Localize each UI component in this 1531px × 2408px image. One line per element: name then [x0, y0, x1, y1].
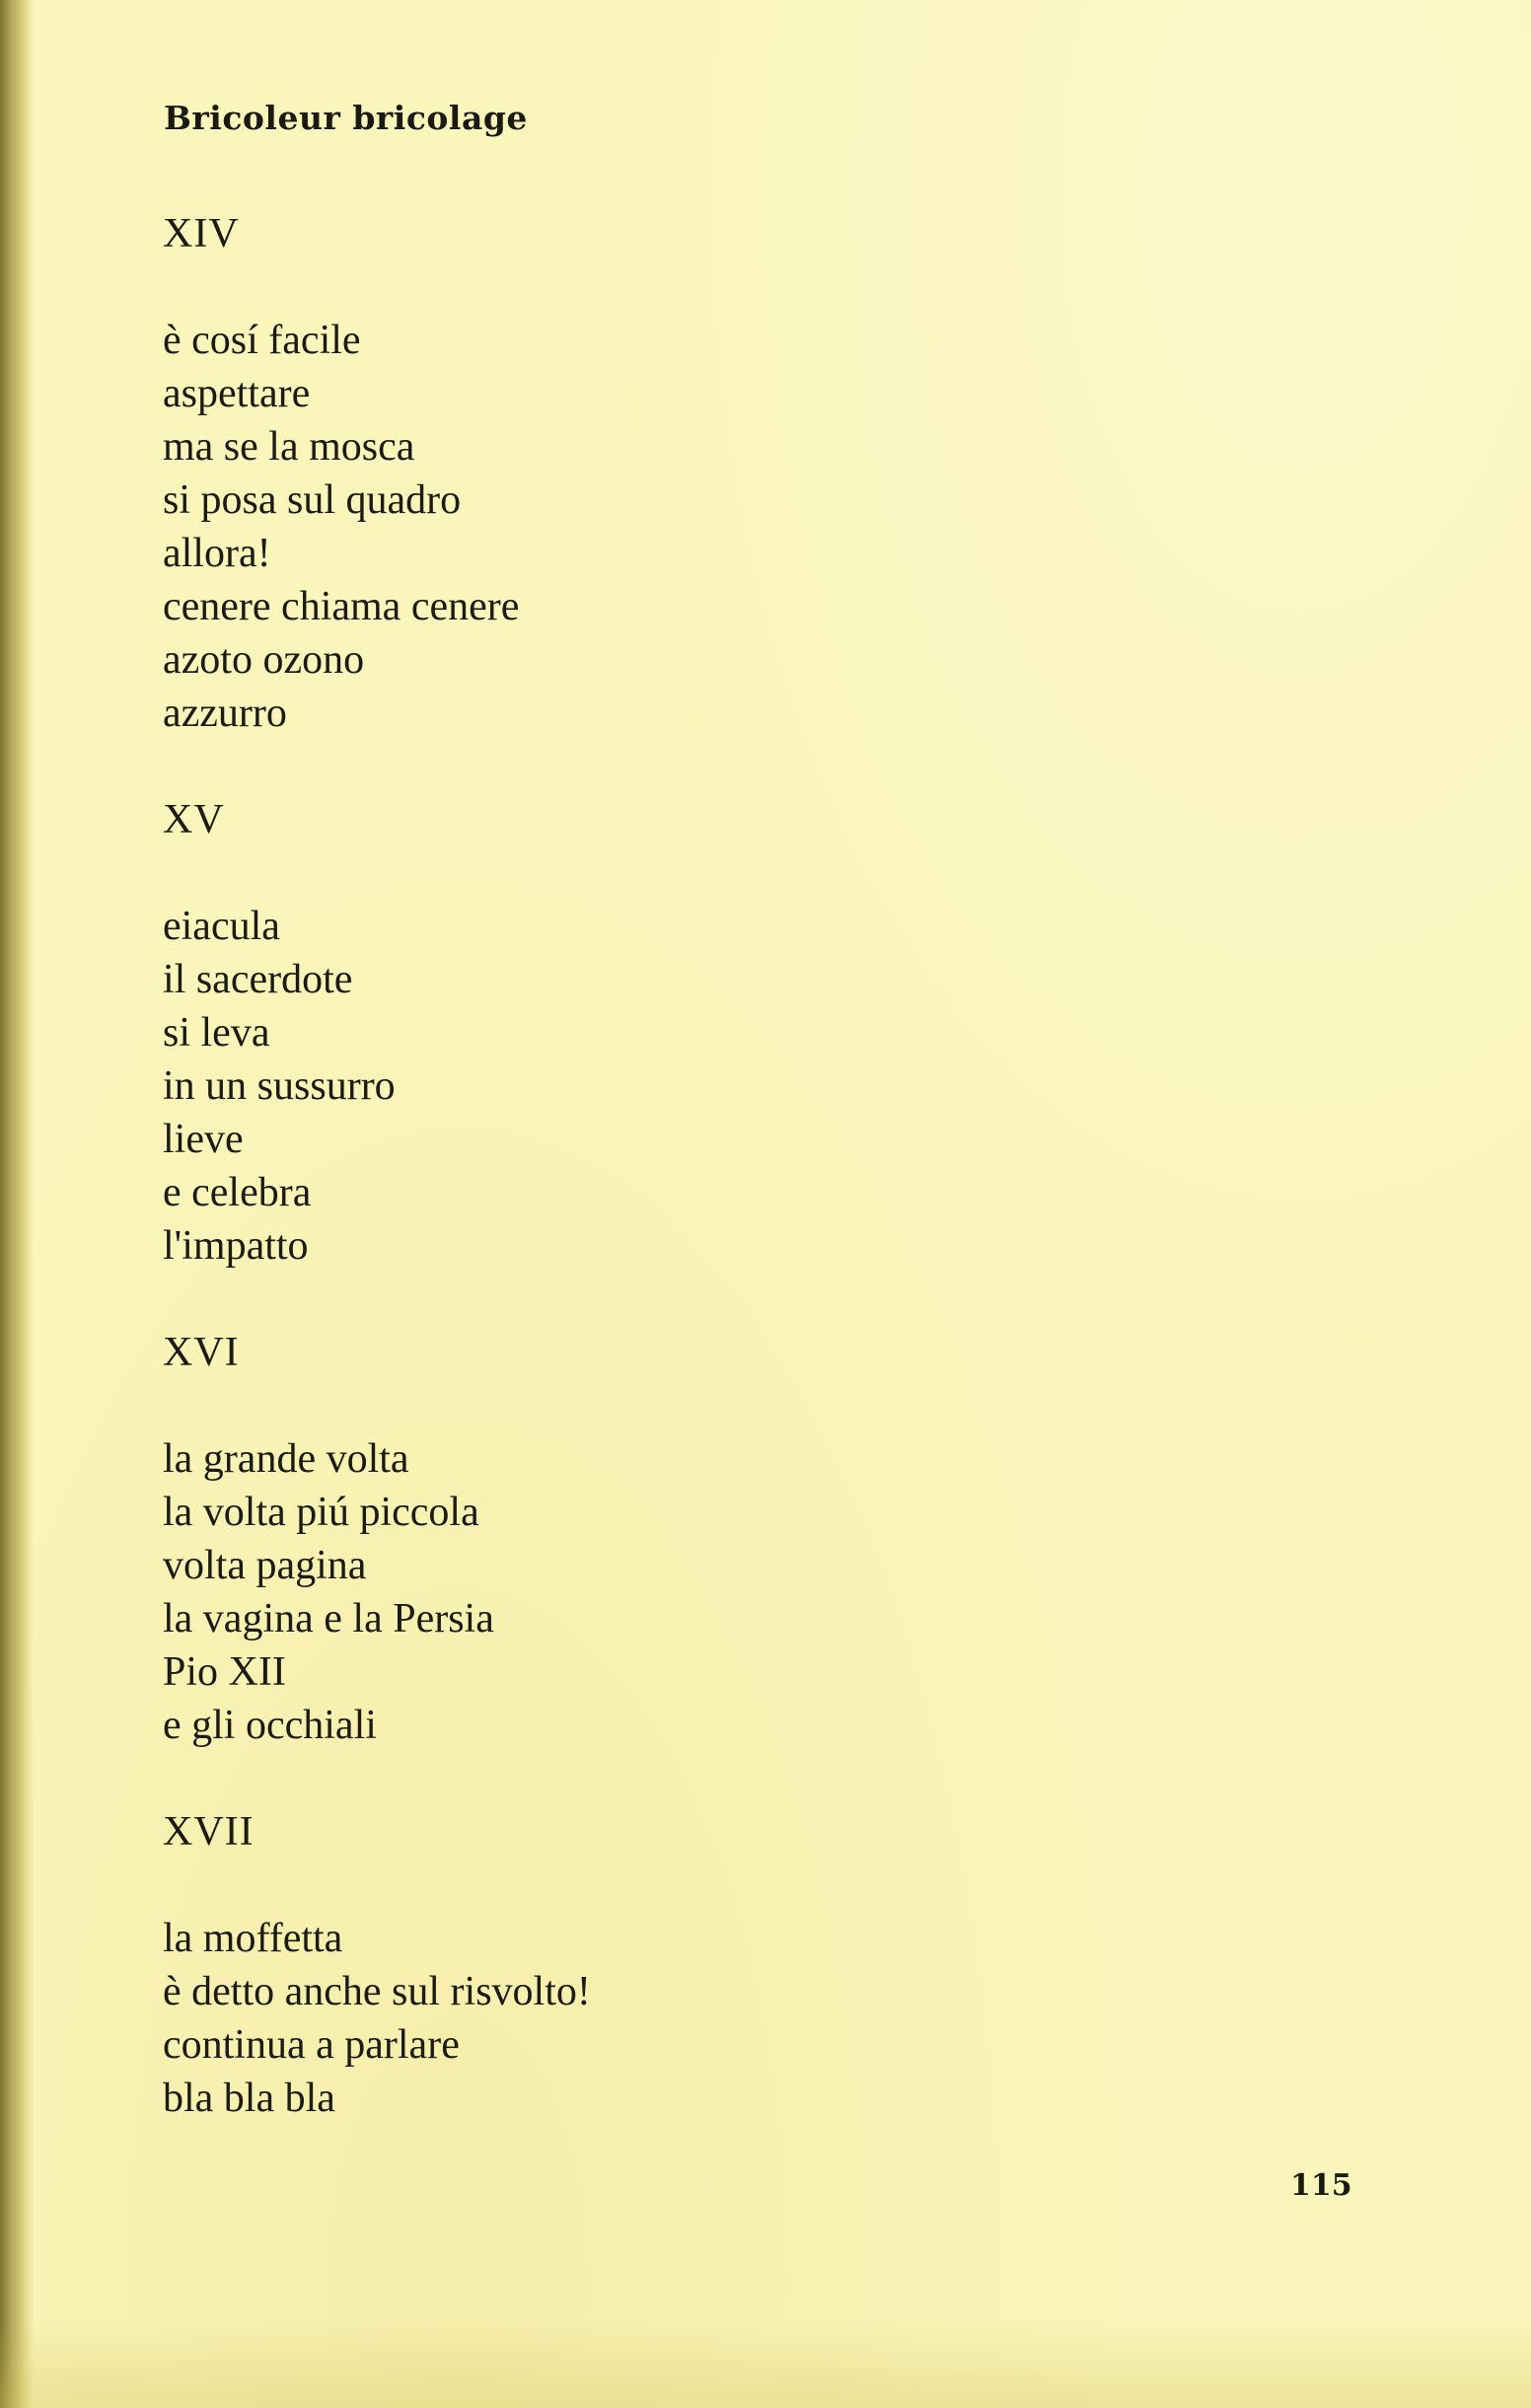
- poem-line: azoto ozono: [163, 637, 365, 683]
- poem-line: la moffetta: [163, 1916, 343, 1961]
- poem-section-xvi: [163, 1326, 1248, 1752]
- poem-line: cenere chiama cenere: [163, 584, 520, 629]
- running-header: Bricoleur bricolage: [164, 99, 528, 137]
- poem-line: allora!: [163, 531, 271, 576]
- binding-shadow: [0, 0, 34, 2408]
- poem-content: [163, 207, 1248, 2178]
- poem-section-xv: [163, 793, 1248, 1273]
- poem-line: la vagina e la Persia: [163, 1596, 494, 1642]
- poem-line: Pio XII: [163, 1649, 286, 1695]
- poem-line: lieve: [163, 1117, 244, 1162]
- poem-line: e gli occhiali: [163, 1703, 377, 1748]
- poem-section-xiv: [163, 207, 1248, 740]
- poem-line: aspettare: [163, 371, 311, 416]
- poem-line: la volta piú piccola: [163, 1490, 479, 1535]
- poem-line: in un sussurro: [163, 1063, 396, 1109]
- poem-line: azzurro: [163, 691, 287, 736]
- page-edge-shadow: [0, 2319, 1531, 2408]
- poem-line: e celebra: [163, 1170, 312, 1215]
- section-numeral: XIV: [163, 211, 240, 256]
- section-numeral: XV: [163, 797, 225, 842]
- poem-line: si posa sul quadro: [163, 477, 462, 523]
- section-numeral: XVII: [163, 1809, 255, 1855]
- poem-line: il sacerdote: [163, 957, 353, 1002]
- poem-line: l'impatto: [163, 1223, 309, 1269]
- poem-line: si leva: [163, 1010, 270, 1056]
- poem-line: è cosí facile: [163, 318, 361, 363]
- poem-line: bla bla bla: [163, 2076, 335, 2121]
- poem-line: la grande volta: [163, 1436, 409, 1482]
- page-number: 115: [1290, 2168, 1352, 2203]
- poem-line: ma se la mosca: [163, 424, 415, 470]
- poem-line: volta pagina: [163, 1543, 367, 1588]
- section-numeral: XVI: [163, 1330, 240, 1375]
- poem-line: eiacula: [163, 904, 280, 949]
- poem-line: è detto anche sul risvolto!: [163, 1969, 591, 2014]
- poem-section-xvii: [163, 1805, 1248, 2125]
- poem-line: continua a parlare: [163, 2022, 460, 2068]
